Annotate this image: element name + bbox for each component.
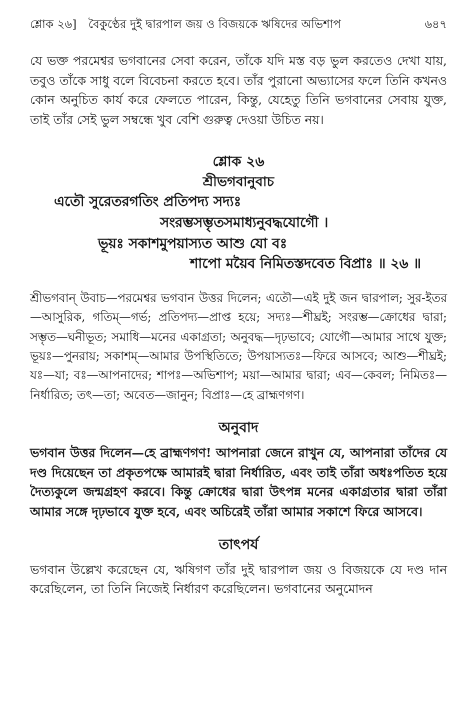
header-title: বৈকুণ্ঠের দুই দ্বারপাল জয় ও বিজয়কে ঋষিদের অভিশাপ	[88, 17, 341, 31]
purport-heading: তাৎপর্য	[218, 536, 259, 553]
header-chapter-ref: শ্লোক ২৬]	[30, 17, 77, 31]
verse-line-1: এতৌ সুরেতরগতিং প্রতিপদ্য সদ্যঃ	[54, 194, 242, 211]
translation-paragraph: ভগবান উত্তর দিলেন—হে ব্রাহ্মণগণ! আপনারা জেনে রাখুন যে, আপনারা তাঁদের যে দণ্ড দিয়েছেন তা প্রকৃতপক্ষে আমারই দ্বারা নির্ধারিত, এবং তাই তাঁরা অধঃপতিত হয়ে দৈত্যকুলে জন্মগ্রহণ করবে। কিন্তু ক্রোধের দ্বারা উৎপন্ন মনের একাগ্রতার দ্বারা তাঁরা আমার সঙ্গে দৃঢ়ভাবে যুক্ত হবে, এবং অচিরেই তাঁরা আমার সকাশে ফিরে আসবে।	[30, 444, 447, 519]
purport-paragraph: ভগবান উল্লেখ করেছেন যে, ঋষিগণ তাঁর দুই দ্বারপাল জয় ও বিজয়কে যে দণ্ড দান করেছিলেন, তা তিনি নিজেই নির্ধারণ করেছিলেন। ভগবানের অনুমোদন	[30, 561, 447, 597]
translation-heading: অনুবাদ	[218, 419, 259, 436]
verse-line-3: ভূয়ঃ সকাশমুপয়াস্যত আশু যো বঃ	[98, 235, 288, 252]
running-header	[30, 0, 447, 35]
page-number: ৬৪৭	[424, 17, 447, 31]
verse-speaker: শ্রীভগবানুবাচ	[202, 174, 275, 191]
intro-paragraph: যে ভক্ত পরমেশ্বর ভগবানের সেবা করেন, তাঁকে যদি মস্ত বড় ভুল করতেও দেখা যায়, তবুও তাঁকে সাধু বলে বিবেচনা করতে হবে। তাঁর পুরানো অভ্যাসের ফলে তিনি কখনও কোন অনুচিত কার্য করে ফেলতে পারেন, কিন্তু, যেহেতু তিনি ভগবানের সেবায় যুক্ত, তাই তাঁর সেই ভুল সম্বন্ধে খুব বেশি গুরুত্ব দেওয়া উচিত নয়।	[30, 53, 447, 127]
verse-line-2: সংরম্ভসম্ভৃতসমাধ্যনুবদ্ধযোগৌ ।	[160, 214, 329, 231]
verse-title: শ্লোক ২৬	[212, 154, 265, 171]
header-verse-ref	[30, 16, 341, 35]
verse-line-4: শাপো ময়ৈব নিমিতস্তদবেত বিপ্রাঃ ॥ ২৬ ॥	[190, 256, 421, 273]
synonyms-paragraph: শ্রীভগবান্ উবাচ—পরমেশ্বর ভগবান উত্তর দিলেন; এতৌ—এই দুই জন দ্বারপাল; সুর-ইতর—আসুরিক, গতিম্—গর্ভ; প্রতিপদ্য—প্রাপ্ত হয়ে; সদ্যঃ—শীঘ্রই; সংরম্ভ—ক্রোধের দ্বারা; সম্ভৃত—ঘনীভূত; সমাধি—মনের একাগ্রতা; অনুবদ্ধ—দৃঢ়ভাবে; যোগৌ—আমার সাথে যুক্ত; ভূয়ঃ—পুনরায়; সকাশম্—আমার উপস্থিতিতে; উপয়াস্যতঃ—ফিরে আসবে; আশু—শীঘ্রই; যঃ—যা; বঃ—আপনাদের; শাপঃ—অভিশাপ; ময়া—আমার দ্বারা; এব—কেবল; নিমিতঃ—নির্ধারিত; তৎ—তা; অবেত—জানুন; বিপ্রাঃ—হে ব্রাহ্মণগণ।	[30, 290, 447, 402]
